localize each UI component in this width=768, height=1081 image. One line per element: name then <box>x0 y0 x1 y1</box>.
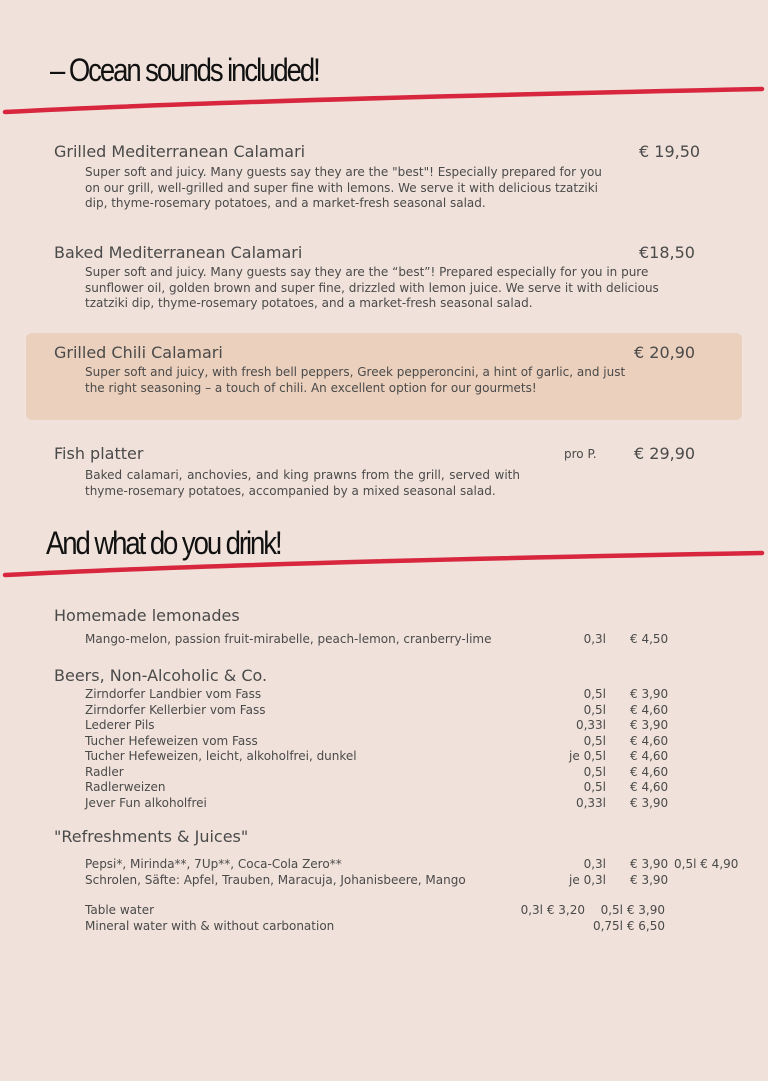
drink-volume: 0,5l <box>583 733 606 748</box>
category-title: Homemade lemonades <box>54 606 240 625</box>
drink-name: Mineral water with & without carbonation <box>85 918 335 933</box>
drinks-section-heading: And what do you drink! <box>46 525 281 561</box>
drink-price: € 3,90 <box>630 687 669 701</box>
drink-price: € 3,90 <box>630 857 669 871</box>
dish-price: €18,50 <box>639 243 695 262</box>
drink-price: € 4,60 <box>630 780 669 794</box>
drink-row <box>0 903 768 919</box>
drink-price: € 4,60 <box>630 749 669 763</box>
drink-row <box>0 749 768 765</box>
drink-row <box>0 796 768 812</box>
drink-row <box>0 780 768 796</box>
water-price-large: 0,75l € 6,50 <box>592 918 665 933</box>
drink-price: € 3,90 <box>630 795 669 810</box>
drink-name: Radler <box>85 764 124 779</box>
dish-name: Grilled Chili Calamari <box>54 343 223 362</box>
category-title: Beers, Non-Alcoholic & Co. <box>54 666 268 685</box>
dish-name: Grilled Mediterranean Calamari <box>54 142 306 161</box>
drink-name: Mango-melon, passion fruit-mirabelle, peach-lemon, cranberry-lime <box>85 632 492 646</box>
drink-name: Jever Fun alkoholfrei <box>85 795 207 810</box>
heading-underline-stroke <box>0 545 768 581</box>
dish-unit: pro P. <box>564 447 597 461</box>
water-price-large: 0,5l € 3,90 <box>600 903 665 917</box>
drink-price: € 3,90 <box>630 872 669 887</box>
drink-volume: je 0,3l <box>569 872 606 887</box>
drink-price: € 4,50 <box>630 632 669 646</box>
drink-volume: 0,33l <box>575 795 606 810</box>
drink-name: Tucher Hefeweizen, leicht, alkoholfrei, dunkel <box>85 749 357 763</box>
drink-row <box>0 857 768 873</box>
drink-volume: 0,33l <box>575 718 606 732</box>
drink-name: Schrolen, Säfte: Apfel, Trauben, Maracuja, Johanisbeere, Mango <box>85 872 466 887</box>
drink-name: Zirndorfer Kellerbier vom Fass <box>85 702 266 717</box>
drink-name: Radlerweizen <box>85 780 166 794</box>
drink-name: Zirndorfer Landbier vom Fass <box>85 687 262 701</box>
drink-name: Table water <box>85 903 155 917</box>
dish-price: € 20,90 <box>634 343 696 362</box>
drink-volume: 0,5l <box>583 687 606 701</box>
dish-description: Super soft and juicy. Many guests say they are the “best”! Prepared especially for you in pure sunflower oil, golden brown and super fine, drizzled with lemon juice. We serve it with delicious tzatziki dip, thyme-rosemary potatoes, and a market-fresh seasonal salad. <box>85 265 659 310</box>
water-price-small: 0,3l € 3,20 <box>520 903 585 917</box>
heading-underline-stroke <box>0 84 768 120</box>
drink-price: € 3,90 <box>630 718 669 732</box>
drink-volume: 0,5l <box>583 702 606 717</box>
dish-description: Super soft and juicy. Many guests say they are the "best"! Especially prepared for you on our grill, well-grilled and super fine with lemons. We serve it with delicious tzatziki dip, thyme-rosemary potatoes, and a market-fresh seasonal salad. <box>85 165 602 210</box>
dish-description: Baked calamari, anchovies, and king prawns from the grill, served with thyme-rosemary potatoes, accompanied by a mixed seasonal salad. <box>85 468 520 498</box>
drink-row <box>0 718 768 734</box>
drink-name: Pepsi*, Mirinda**, 7Up**, Coca-Cola Zero** <box>85 857 342 871</box>
drink-row <box>0 919 768 935</box>
drink-row <box>0 873 768 889</box>
drink-volume: je 0,5l <box>569 749 606 763</box>
drink-volume: 0,3l <box>583 632 606 646</box>
drink-row <box>0 734 768 750</box>
food-section-heading: – Ocean sounds included! <box>50 52 319 88</box>
drink-row <box>0 703 768 719</box>
drink-price: € 4,60 <box>630 733 669 748</box>
drink-volume: 0,3l <box>583 857 606 871</box>
dish-name: Baked Mediterranean Calamari <box>54 243 303 262</box>
drink-row <box>0 765 768 781</box>
drink-name: Tucher Hefeweizen vom Fass <box>85 733 258 748</box>
drink-extra-price: 0,5l € 4,90 <box>674 857 739 871</box>
drink-price: € 4,60 <box>630 702 669 717</box>
drink-volume: 0,5l <box>583 780 606 794</box>
drink-volume: 0,5l <box>583 764 606 779</box>
category-title: "Refreshments & Juices" <box>54 827 249 846</box>
drink-name: Lederer Pils <box>85 718 155 732</box>
drink-row <box>0 687 768 703</box>
drink-row <box>0 632 768 648</box>
dish-price: € 19,50 <box>639 142 701 161</box>
dish-name: Fish platter <box>54 444 144 463</box>
drink-price: € 4,60 <box>630 764 669 779</box>
dish-description: Super soft and juicy, with fresh bell peppers, Greek pepperoncini, a hint of garlic, and just the right seasoning – a touch of chili. An excellent option for our gourmets! <box>85 365 626 395</box>
dish-price: € 29,90 <box>634 444 696 463</box>
